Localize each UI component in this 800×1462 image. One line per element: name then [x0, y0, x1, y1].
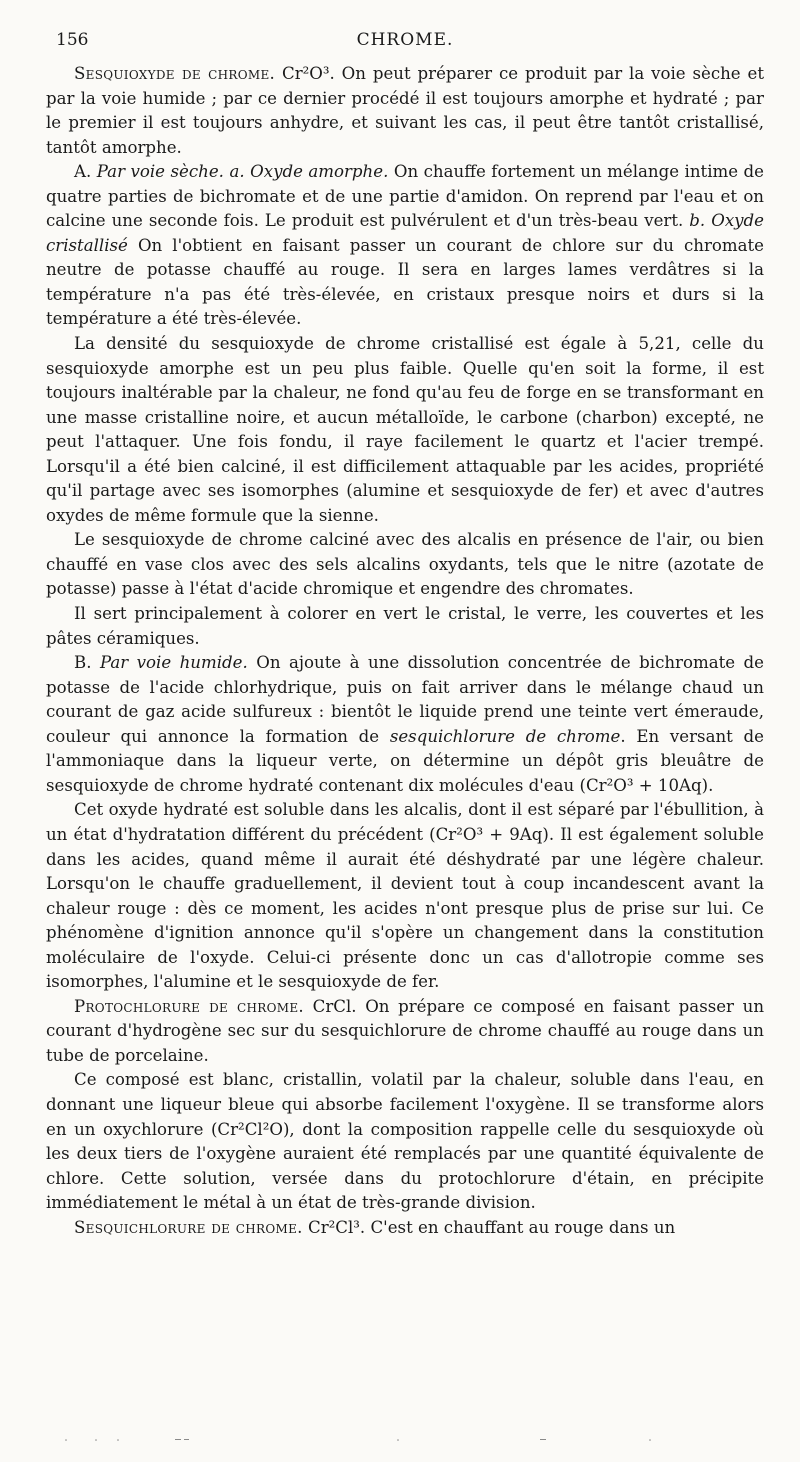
section-heading: Protochlorure de chrome. [74, 996, 304, 1016]
paragraph [46, 62, 764, 160]
paragraph [46, 602, 764, 651]
body-text: Le sesquioxyde de chrome calciné avec des alcalis en présence de l'air, ou bien chauffé en vase clos avec des sels alcalins oxydants, tels que le nitre (azotate de potasse) passe à l'état d'acide chromique et engendre des chromates. [46, 530, 764, 599]
body-text: Ce composé est blanc, cristallin, volatil par la chaleur, soluble dans l'eau, en donnant une liqueur bleue qui absorbe facilement l'oxygène. Il se transforme alors en un oxychlorure (Cr²Cl²O), dont la composition rappelle celle du sesquioxyde où les deux tiers de l'oxygène auraient été remplacés par une quantité équivalente de chlore. Cette solution, versée dans du protochlorure d'étain, en précipite immédiatement le métal à un état de très-grande division. [46, 1070, 764, 1213]
body-text: A. [74, 162, 97, 182]
italic-text: Par voie humide. [99, 653, 248, 673]
running-header [46, 30, 764, 56]
paragraph [46, 798, 764, 994]
paragraph [46, 160, 764, 332]
body-text: La densité du sesquioxyde de chrome cristallisé est égale à 5,21, celle du sesquioxyde amorphe est un peu plus faible. Quelle qu'en soit la forme, il est toujours inaltérable par la chaleur, ne fond qu'au feu de forge en se transformant en une masse cristalline noire, et aucun métalloïde, le carbone (charbon) excepté, ne peut l'attaquer. Une fois fondu, il raye facilement le quartz et l'acier trempé. Lorsqu'il a été bien calciné, il est difficilement attaquable par les acides, propriété qu'il partage avec ses isomorphes (alumine et sesquioxyde de fer) et avec d'autres oxydes de même formule que la sienne. [46, 334, 764, 525]
body-text: On ajoute à une dissolution concentrée de bichromate de potasse de l'acide chlorhydrique, puis on fait arriver dans le mélange chaud un courant de gaz acide sulfureux : bientôt le liquide prend une teinte vert émeraude, couleur qui annonce la formation de [46, 653, 764, 746]
paragraph [46, 651, 764, 798]
section-heading: Sesquichlorure de chrome. [74, 1217, 303, 1237]
paragraph [46, 1216, 764, 1241]
body-text: Cet oxyde hydraté est soluble dans les alcalis, dont il est séparé par l'ébullition, à un état d'hydratation différent du précédent (Cr²O³ + 9Aq). Il est également soluble dans les acides, quand même il aurait été déshydraté par une légère chaleur. Lorsqu'on le chauffe graduellement, il devient tout à coup incandescent avant la chaleur rouge : dès ce moment, les acides n'ont presque plus de prise sur lui. Ce phénomène d'ignition annonce qu'il s'opère un changement dans la constitution moléculaire de l'oxyde. Celui-ci présente donc un cas d'allotropie comme ses isomorphes, l'alumine et le sesquioxyde de fer. [46, 800, 764, 992]
paragraph [46, 995, 764, 1069]
running-title: CHROME. [356, 30, 454, 50]
body-text: Cr²O³. On peut préparer ce produit par la voie sèche et par la voie humide ; par ce dernier procédé il est toujours amorphe et hydraté ; par le premier il est toujours anhydre, et suivant les cas, il peut être tantôt cristallisé, tantôt amorphe. [46, 64, 764, 157]
italic-text: Par voie sèche. [96, 162, 224, 182]
body-text: CrCl. On prépare ce composé en faisant passer un courant d'hydrogène sec sur du sesquichlorure de chrome chauffé au rouge dans un tube de porcelaine. [46, 996, 765, 1065]
section-heading: Sesquioxyde de chrome. [74, 64, 276, 83]
paragraph [46, 528, 764, 602]
page-body [46, 62, 764, 1240]
body-text: Cr²Cl³. C'est en chauffant au rouge dans un [302, 1217, 676, 1237]
book-page [46, 30, 764, 1240]
italic-text: sesquichlorure de chrome [389, 726, 621, 746]
body-text: Il sert principalement à colorer en vert le cristal, le verre, les couvertes et les pâtes céramiques. [46, 604, 764, 648]
italic-text: b. Oxyde cristallisé [46, 211, 764, 255]
page-number: 156 [56, 30, 89, 50]
body-text: . En versant de l'ammoniaque dans la liqueur verte, on détermine un dépôt gris bleuâtre de sesquioxyde de chrome hydraté contenant dix molécules d'eau (Cr²O³ + 10Aq). [46, 726, 764, 795]
paragraph [46, 332, 764, 528]
paragraph [46, 1068, 764, 1215]
body-text: B. [74, 653, 100, 673]
italic-text: a. Oxyde amorphe. [229, 162, 389, 182]
body-text: On l'obtient en faisant passer un courant de chlore sur du chromate neutre de potasse chauffé au rouge. Il sera en larges lames verdâtres si la température n'a pas été très-élevée, en cristaux presque noirs et durs si la température a été très-élevée. [46, 235, 764, 329]
body-text: On chauffe fortement un mélange intime de quatre parties de bichromate et de une partie d'amidon. On reprend par l'eau et on calcine une seconde fois. Le produit est pulvérulent et d'un très-beau vert. [46, 162, 764, 231]
scan-specks [0, 1430, 800, 1450]
